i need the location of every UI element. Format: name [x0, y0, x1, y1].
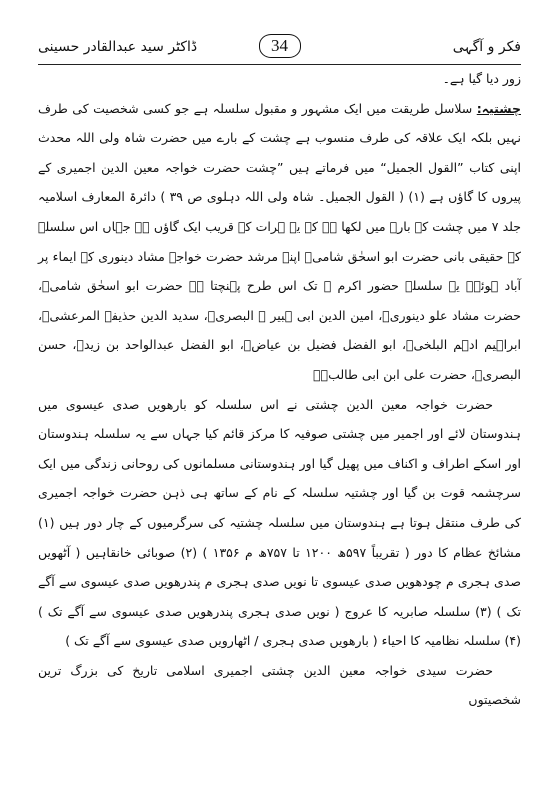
paragraph-text: حضرت سیدی خواجہ معین الدین چشتی اجمیری اسلامی تاریخ کی بزرگ ترین شخصیتوں — [38, 662, 521, 708]
paragraph-chishtiya — [38, 94, 521, 390]
book-title: فکر و آگہی — [452, 39, 521, 55]
page-number: 34 — [259, 34, 301, 58]
paragraph-text: سلاسل طریقت میں ایک مشہور و مقبول سلسلہ ہے جو کسی شخصیت کی طرف نہیں بلکہ ایک علاقہ کی طرف منسوب ہے چشت کے بارے میں حضرت شاہ ولی اللہ محدث اپنی کتاب ”القول الجمیل“ میں فرماتے ہیں ”چشت حضرت خواجہ معین الدین اجمیری کے پیروں کا گاؤں ہے (۱) ( القول الجمیل۔ شاہ ولی اللہ دہلوی ص ۳۹ ) دائرۃ المعارف اسلامیہ جلد ۷ میں چشت کے بارے میں لکھا ہے کہ یہ ہرات کے قریب ایک گاؤں ہے جہاں اس سلسلہ کے حقیقی بانی حضرت ابو اسحٰق شامیؒ اپنے مرشد حضرت خواجہ مشاد دینوری کے ایماء پر آباد ہوئے۔ یہ سلسلہ حضور اکرم ﷺ تک اس طرح پہنچتا ہے حضرت ابو اسحٰق شامیؒ، حضرت مشاد علو دینوریؒ، امین الدین ابی ہبیر ۃ البصریؒ، سدید الدین حذیفۃ المرعشیؒ، ابراہیم ادہم البلخیؒ، ابو الفضل فضیل بن عیاضؒ، ابو الفضل عبدالواحد بن زیدؒ، حسن البصریؒ، حضرت علی ابن ابی طالبؓ۔ — [38, 100, 521, 382]
page-body — [38, 64, 521, 715]
page-header — [38, 34, 521, 60]
paragraph-closing — [38, 656, 521, 715]
paragraph-history — [38, 390, 521, 656]
section-lead: چشتیہ: — [476, 100, 521, 116]
paragraph-text: حضرت خواجہ معین الدین چشتی نے اس سلسلہ کو بارھویں صدی عیسوی میں ہندوستان لائے اور اجمیر میں چشتی صوفیہ کا مرکز قائم کیا جہاں سے یہ سلسلہ ہندوستان اور اسکے اطراف و اکناف میں پھیل گیا اور ہندوستانی مسلمانوں کی روحانی زندگی میں ایک سرچشمہ قوت بن گیا اور چشتیہ سلسلہ کے نام کے ساتھ ہی ذہن حضرت خواجہ اجمیری کی طرف منتقل ہوتا ہے ہندوستان میں سلسلہ چشتیہ کی سرگرمیوں کے چار دور ہیں (۱) مشائخ عظام کا دور ( تقریباً ۵۹۷ھ ۱۲۰۰ تا ۷۵۷ھ م ۱۳۵۶ ) (۲) صوبائی خانقاہیں ( آٹھویں صدی ہجری م چودھویں صدی عیسوی تا نویں صدی ہجری م پندرھویں صدی عیسوی سے آگے تک ) (۳) سلسلہ صابریہ کا عروج ( نویں صدی ہجری پندرھویں صدی عیسوی سے آگے تک ) (۴) سلسلہ نظامیہ کا احیاء ( بارھویں صدی ہجری / اٹھارویں صدی عیسوی سے آگے تک ) — [38, 396, 522, 649]
author-name: ڈاکٹر سید عبدالقادر حسینی — [38, 39, 198, 55]
paragraph-continuation: زور دیا گیا ہے۔ — [442, 71, 521, 86]
